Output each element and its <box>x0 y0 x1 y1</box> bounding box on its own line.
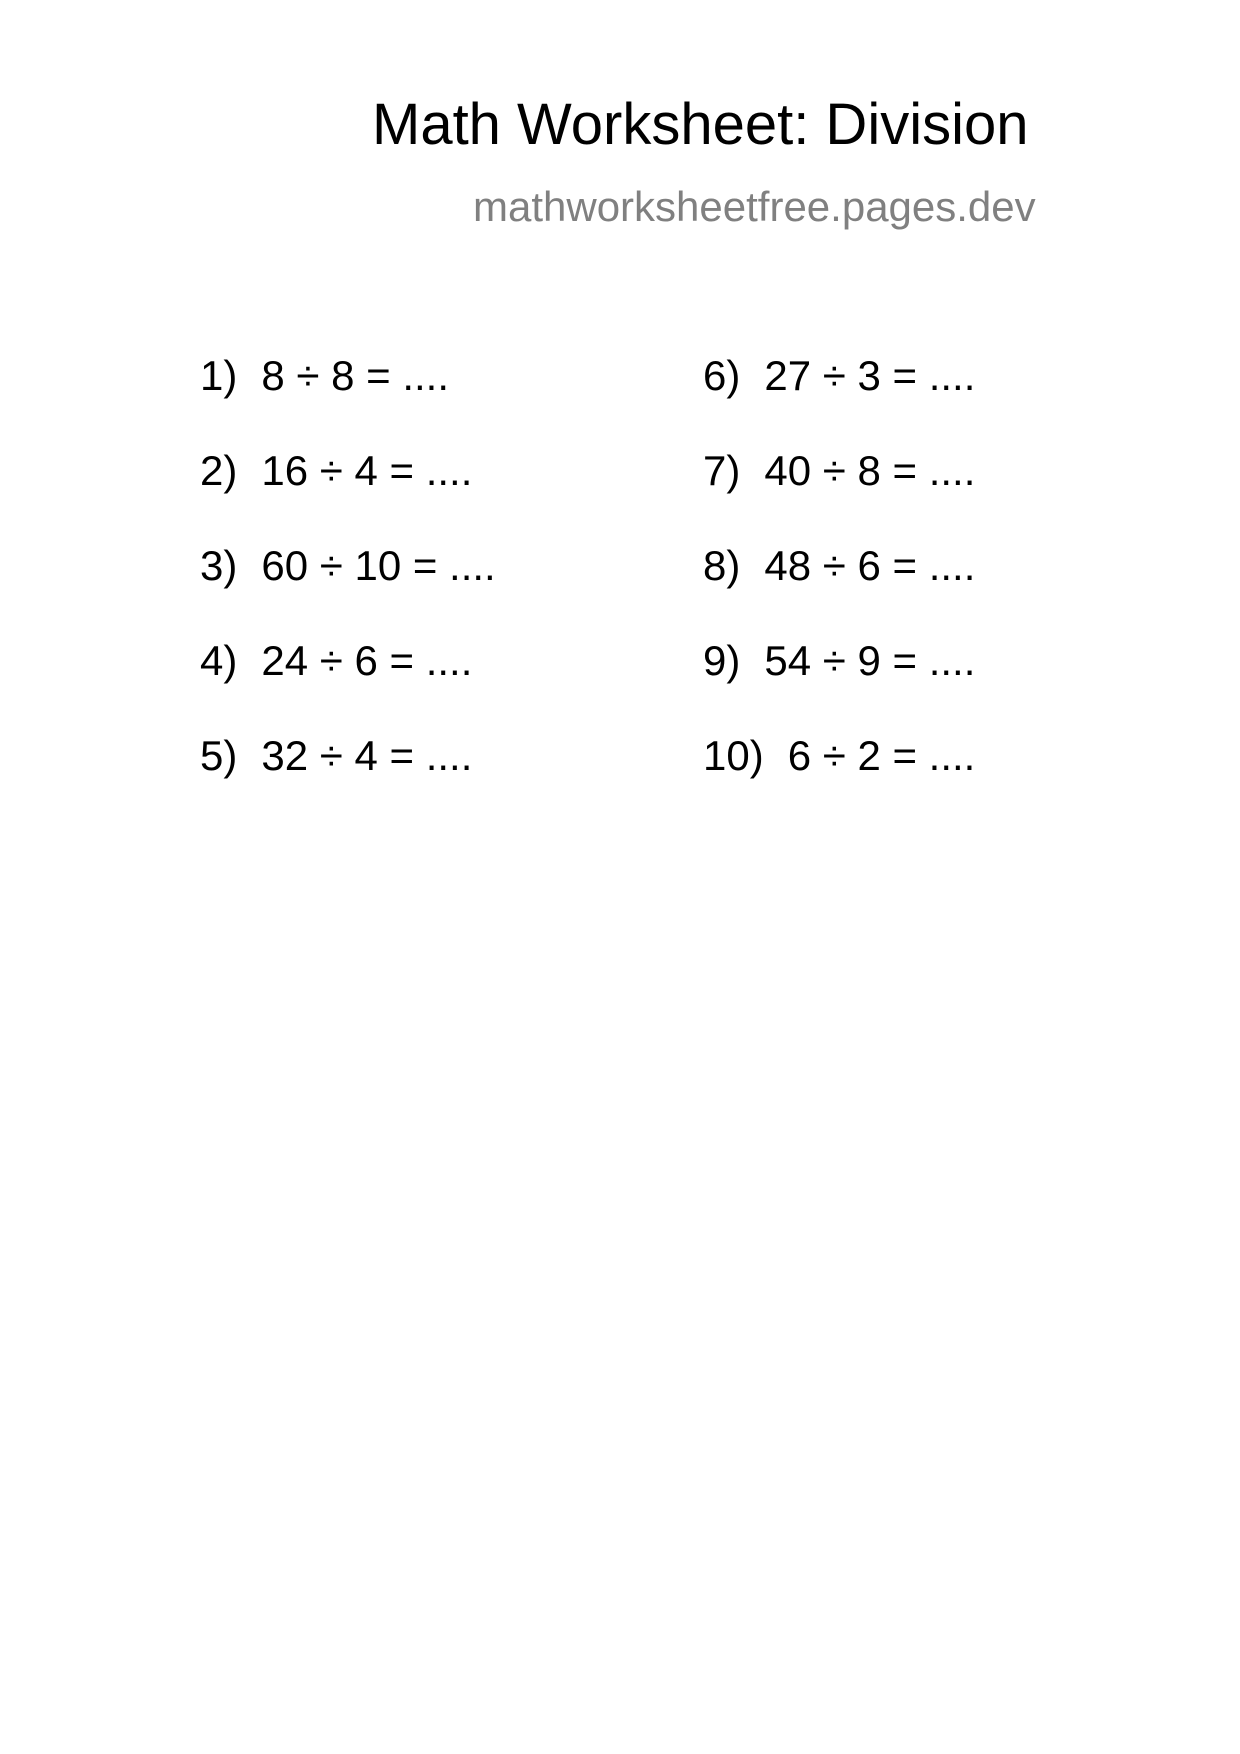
problem-expression: 16 ÷ 4 = .... <box>261 447 473 494</box>
problem-number: 10) <box>703 732 764 779</box>
problem-expression: 54 ÷ 9 = .... <box>764 637 976 684</box>
problem-number: 1) <box>200 352 238 399</box>
problems-column-right <box>703 352 976 830</box>
problem-expression: 6 ÷ 2 = .... <box>787 732 976 779</box>
problem-number: 8) <box>703 542 741 589</box>
problem-number: 6) <box>703 352 741 399</box>
problem-item <box>200 352 496 450</box>
problem-item <box>200 542 496 640</box>
problem-number: 4) <box>200 637 238 684</box>
problem-expression: 40 ÷ 8 = .... <box>764 447 976 494</box>
problem-item <box>703 542 976 640</box>
problem-item <box>703 637 976 735</box>
problem-item <box>703 447 976 545</box>
problem-expression: 48 ÷ 6 = .... <box>764 542 976 589</box>
worksheet-title: Math Worksheet: Division <box>372 92 1029 157</box>
problem-number: 2) <box>200 447 238 494</box>
problem-item <box>703 732 976 830</box>
problem-expression: 8 ÷ 8 = .... <box>261 352 450 399</box>
problem-expression: 32 ÷ 4 = .... <box>261 732 473 779</box>
problem-number: 7) <box>703 447 741 494</box>
problem-expression: 27 ÷ 3 = .... <box>764 352 976 399</box>
problem-expression: 60 ÷ 10 = .... <box>261 542 496 589</box>
problem-expression: 24 ÷ 6 = .... <box>261 637 473 684</box>
problems-column-left <box>200 352 496 830</box>
problem-number: 9) <box>703 637 741 684</box>
problem-item <box>200 447 496 545</box>
problem-item <box>703 352 976 450</box>
problem-number: 5) <box>200 732 238 779</box>
problem-item <box>200 732 496 830</box>
problem-item <box>200 637 496 735</box>
website-url: mathworksheetfree.pages.dev <box>473 183 1036 230</box>
problem-number: 3) <box>200 542 238 589</box>
